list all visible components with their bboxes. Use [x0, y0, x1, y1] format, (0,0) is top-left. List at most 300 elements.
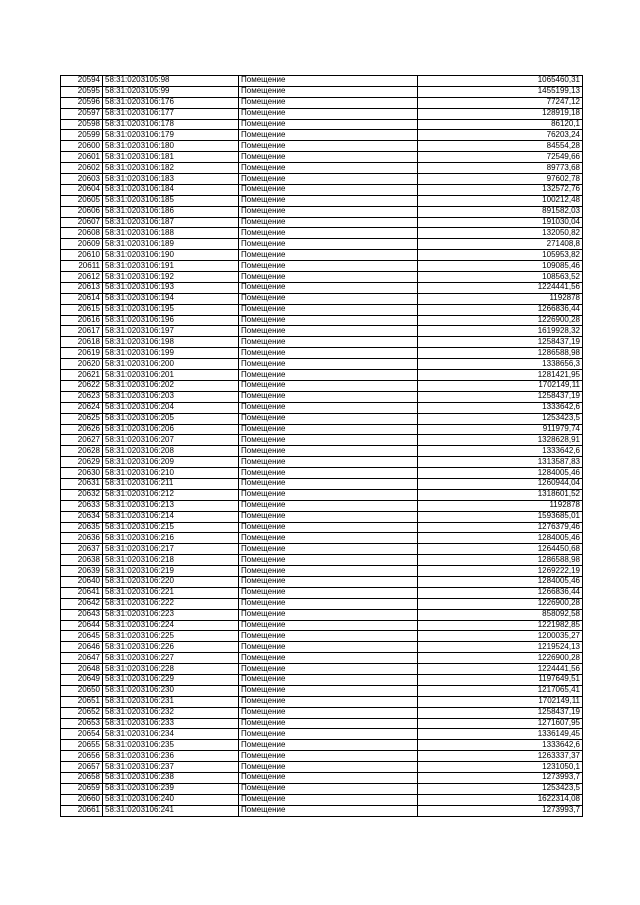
cadastral-value-cell: 1253423,5 — [418, 413, 583, 424]
object-type-cell: Помещение — [239, 435, 418, 446]
object-type-cell: Помещение — [239, 304, 418, 315]
object-type-cell: Помещение — [239, 163, 418, 174]
cadastral-number-cell: 58:31:0203106:193 — [103, 282, 239, 293]
cadastral-number-cell: 58:31:0203106:234 — [103, 729, 239, 740]
table-row — [61, 685, 583, 696]
row-number-cell: 20637 — [61, 544, 103, 555]
table-row — [61, 598, 583, 609]
row-number-cell: 20652 — [61, 707, 103, 718]
cadastral-value-cell: 1333642,6 — [418, 402, 583, 413]
table-row — [61, 751, 583, 762]
cadastral-number-cell: 58:31:0203106:180 — [103, 141, 239, 152]
object-type-cell: Помещение — [239, 315, 418, 326]
object-type-cell: Помещение — [239, 337, 418, 348]
cadastral-value-cell: 109085,46 — [418, 261, 583, 272]
cadastral-number-cell: 58:31:0203106:181 — [103, 152, 239, 163]
cadastral-value-cell: 1258437,19 — [418, 707, 583, 718]
object-type-cell: Помещение — [239, 685, 418, 696]
cadastral-number-cell: 58:31:0203106:208 — [103, 446, 239, 457]
object-type-cell: Помещение — [239, 195, 418, 206]
table-row — [61, 457, 583, 468]
row-number-cell: 20654 — [61, 729, 103, 740]
cadastral-number-cell: 58:31:0203106:177 — [103, 108, 239, 119]
cadastral-value-cell: 89773,68 — [418, 163, 583, 174]
object-type-cell: Помещение — [239, 326, 418, 337]
row-number-cell: 20646 — [61, 642, 103, 653]
cadastral-number-cell: 58:31:0203105:99 — [103, 86, 239, 97]
row-number-cell: 20627 — [61, 435, 103, 446]
cadastral-value-cell: 1318601,52 — [418, 489, 583, 500]
cadastral-value-cell: 132572,76 — [418, 184, 583, 195]
row-number-cell: 20640 — [61, 576, 103, 587]
object-type-cell: Помещение — [239, 228, 418, 239]
cadastral-value-cell: 1197649,51 — [418, 674, 583, 685]
row-number-cell: 20647 — [61, 653, 103, 664]
table-row — [61, 609, 583, 620]
cadastral-number-cell: 58:31:0203106:229 — [103, 674, 239, 685]
row-number-cell: 20619 — [61, 348, 103, 359]
cadastral-number-cell: 58:31:0203106:233 — [103, 718, 239, 729]
row-number-cell: 20595 — [61, 86, 103, 97]
table-row — [61, 272, 583, 283]
object-type-cell: Помещение — [239, 130, 418, 141]
object-type-cell: Помещение — [239, 359, 418, 370]
cadastral-value-cell: 84554,28 — [418, 141, 583, 152]
row-number-cell: 20635 — [61, 522, 103, 533]
cadastral-number-cell: 58:31:0203106:236 — [103, 751, 239, 762]
row-number-cell: 20633 — [61, 500, 103, 511]
cadastral-number-cell: 58:31:0203106:191 — [103, 261, 239, 272]
row-number-cell: 20600 — [61, 141, 103, 152]
cadastral-number-cell: 58:31:0203106:241 — [103, 805, 239, 816]
table-row — [61, 740, 583, 751]
object-type-cell: Помещение — [239, 718, 418, 729]
table-row — [61, 206, 583, 217]
row-number-cell: 20594 — [61, 76, 103, 87]
cadastral-value-cell: 1702149,11 — [418, 380, 583, 391]
cadastral-value-cell: 191030,04 — [418, 217, 583, 228]
cadastral-number-cell: 58:31:0203106:204 — [103, 402, 239, 413]
object-type-cell: Помещение — [239, 794, 418, 805]
object-type-cell: Помещение — [239, 174, 418, 185]
table-row — [61, 130, 583, 141]
row-number-cell: 20617 — [61, 326, 103, 337]
table-row — [61, 653, 583, 664]
table-row — [61, 576, 583, 587]
table-row — [61, 337, 583, 348]
row-number-cell: 20597 — [61, 108, 103, 119]
table-row — [61, 522, 583, 533]
object-type-cell: Помещение — [239, 511, 418, 522]
cadastral-value-cell: 1333642,6 — [418, 740, 583, 751]
cadastral-value-cell: 1276379,46 — [418, 522, 583, 533]
cadastral-number-cell: 58:31:0203106:227 — [103, 653, 239, 664]
row-number-cell: 20643 — [61, 609, 103, 620]
row-number-cell: 20649 — [61, 674, 103, 685]
row-number-cell: 20601 — [61, 152, 103, 163]
cadastral-value-cell: 1284005,46 — [418, 468, 583, 479]
cadastral-value-cell: 86120,1 — [418, 119, 583, 130]
object-type-cell: Помещение — [239, 468, 418, 479]
cadastral-number-cell: 58:31:0203106:194 — [103, 293, 239, 304]
cadastral-value-cell: 76203,24 — [418, 130, 583, 141]
cadastral-value-cell: 1253423,5 — [418, 783, 583, 794]
table-row — [61, 511, 583, 522]
table-row — [61, 217, 583, 228]
table-row — [61, 250, 583, 261]
object-type-cell: Помещение — [239, 609, 418, 620]
cadastral-number-cell: 58:31:0203106:213 — [103, 500, 239, 511]
cadastral-value-cell: 1269222,19 — [418, 566, 583, 577]
cadastral-value-cell: 1231050,1 — [418, 762, 583, 773]
cadastral-number-cell: 58:31:0203106:196 — [103, 315, 239, 326]
cadastral-value-cell: 1224441,56 — [418, 282, 583, 293]
object-type-cell: Помещение — [239, 108, 418, 119]
row-number-cell: 20596 — [61, 97, 103, 108]
cadastral-value-cell: 1260944,04 — [418, 478, 583, 489]
object-type-cell: Помещение — [239, 729, 418, 740]
cadastral-value-cell: 1258437,19 — [418, 391, 583, 402]
table-row — [61, 174, 583, 185]
table-row — [61, 555, 583, 566]
cadastral-value-cell: 1286588,98 — [418, 555, 583, 566]
cadastral-value-cell: 105953,82 — [418, 250, 583, 261]
row-number-cell: 20606 — [61, 206, 103, 217]
cadastral-number-cell: 58:31:0203106:182 — [103, 163, 239, 174]
cadastral-value-cell: 1065460,31 — [418, 76, 583, 87]
object-type-cell: Помещение — [239, 642, 418, 653]
object-type-cell: Помещение — [239, 664, 418, 675]
table-row — [61, 729, 583, 740]
table-row — [61, 184, 583, 195]
row-number-cell: 20621 — [61, 370, 103, 381]
cadastral-number-cell: 58:31:0203106:203 — [103, 391, 239, 402]
cadastral-value-cell: 100212,48 — [418, 195, 583, 206]
row-number-cell: 20599 — [61, 130, 103, 141]
row-number-cell: 20644 — [61, 620, 103, 631]
object-type-cell: Помещение — [239, 489, 418, 500]
object-type-cell: Помещение — [239, 76, 418, 87]
row-number-cell: 20639 — [61, 566, 103, 577]
table-row — [61, 664, 583, 675]
cadastral-number-cell: 58:31:0203106:198 — [103, 337, 239, 348]
cadastral-number-cell: 58:31:0203106:217 — [103, 544, 239, 555]
cadastral-value-cell: 1258437,19 — [418, 337, 583, 348]
row-number-cell: 20642 — [61, 598, 103, 609]
cadastral-number-cell: 58:31:0203106:238 — [103, 773, 239, 784]
cadastral-number-cell: 58:31:0203106:184 — [103, 184, 239, 195]
cadastral-value-cell: 72549,66 — [418, 152, 583, 163]
table-row — [61, 304, 583, 315]
row-number-cell: 20624 — [61, 402, 103, 413]
object-type-cell: Помещение — [239, 631, 418, 642]
object-type-cell: Помещение — [239, 751, 418, 762]
cadastral-value-cell: 108563,52 — [418, 272, 583, 283]
table-row — [61, 805, 583, 816]
table-row — [61, 108, 583, 119]
object-type-cell: Помещение — [239, 544, 418, 555]
row-number-cell: 20620 — [61, 359, 103, 370]
cadastral-number-cell: 58:31:0203106:210 — [103, 468, 239, 479]
row-number-cell: 20602 — [61, 163, 103, 174]
object-type-cell: Помещение — [239, 380, 418, 391]
object-type-cell: Помещение — [239, 206, 418, 217]
row-number-cell: 20618 — [61, 337, 103, 348]
object-type-cell: Помещение — [239, 424, 418, 435]
object-type-cell: Помещение — [239, 674, 418, 685]
object-type-cell: Помещение — [239, 184, 418, 195]
table-row — [61, 315, 583, 326]
cadastral-value-cell: 1284005,46 — [418, 533, 583, 544]
table-row — [61, 446, 583, 457]
cadastral-number-cell: 58:31:0203106:207 — [103, 435, 239, 446]
cadastral-value-cell: 1333642,6 — [418, 446, 583, 457]
table-row — [61, 326, 583, 337]
cadastral-number-cell: 58:31:0203106:176 — [103, 97, 239, 108]
table-row — [61, 391, 583, 402]
cadastral-value-cell: 1224441,56 — [418, 664, 583, 675]
table-row — [61, 435, 583, 446]
table-row — [61, 773, 583, 784]
cadastral-value-cell: 1593685,01 — [418, 511, 583, 522]
object-type-cell: Помещение — [239, 576, 418, 587]
cadastral-number-cell: 58:31:0203106:197 — [103, 326, 239, 337]
cadastral-number-cell: 58:31:0203106:199 — [103, 348, 239, 359]
object-type-cell: Помещение — [239, 533, 418, 544]
cadastral-number-cell: 58:31:0203106:218 — [103, 555, 239, 566]
object-type-cell: Помещение — [239, 762, 418, 773]
table-row — [61, 152, 583, 163]
row-number-cell: 20608 — [61, 228, 103, 239]
cadastral-number-cell: 58:31:0203105:98 — [103, 76, 239, 87]
cadastral-number-cell: 58:31:0203106:216 — [103, 533, 239, 544]
object-type-cell: Помещение — [239, 282, 418, 293]
object-type-cell: Помещение — [239, 555, 418, 566]
cadastral-value-cell: 1266836,44 — [418, 304, 583, 315]
cadastral-number-cell: 58:31:0203106:209 — [103, 457, 239, 468]
row-number-cell: 20651 — [61, 696, 103, 707]
row-number-cell: 20631 — [61, 478, 103, 489]
cadastral-value-cell: 1217065,41 — [418, 685, 583, 696]
row-number-cell: 20632 — [61, 489, 103, 500]
cadastral-number-cell: 58:31:0203106:200 — [103, 359, 239, 370]
row-number-cell: 20656 — [61, 751, 103, 762]
cadastral-value-cell: 1622314,08 — [418, 794, 583, 805]
cadastral-number-cell: 58:31:0203106:195 — [103, 304, 239, 315]
cadastral-value-cell: 1284005,46 — [418, 576, 583, 587]
table-row — [61, 468, 583, 479]
table-row — [61, 674, 583, 685]
row-number-cell: 20655 — [61, 740, 103, 751]
table-row — [61, 533, 583, 544]
row-number-cell: 20658 — [61, 773, 103, 784]
table-row — [61, 642, 583, 653]
row-number-cell: 20657 — [61, 762, 103, 773]
cadastral-number-cell: 58:31:0203106:228 — [103, 664, 239, 675]
cadastral-value-cell: 1264450,68 — [418, 544, 583, 555]
cadastral-value-cell: 1221982,85 — [418, 620, 583, 631]
cadastral-value-cell: 1702149,11 — [418, 696, 583, 707]
row-number-cell: 20614 — [61, 293, 103, 304]
cadastral-value-cell: 1271607,95 — [418, 718, 583, 729]
cadastral-number-cell: 58:31:0203106:183 — [103, 174, 239, 185]
table-row — [61, 696, 583, 707]
cadastral-value-cell: 128919,18 — [418, 108, 583, 119]
object-type-cell: Помещение — [239, 500, 418, 511]
cadastral-number-cell: 58:31:0203106:226 — [103, 642, 239, 653]
object-type-cell: Помещение — [239, 217, 418, 228]
cadastral-number-cell: 58:31:0203106:240 — [103, 794, 239, 805]
cadastral-number-cell: 58:31:0203106:202 — [103, 380, 239, 391]
cadastral-value-cell: 1336149,45 — [418, 729, 583, 740]
table-row — [61, 783, 583, 794]
cadastral-value-cell: 911979,74 — [418, 424, 583, 435]
cadastral-value-cell: 1328628,91 — [418, 435, 583, 446]
row-number-cell: 20616 — [61, 315, 103, 326]
row-number-cell: 20650 — [61, 685, 103, 696]
cadastral-value-cell: 1338656,3 — [418, 359, 583, 370]
cadastral-number-cell: 58:31:0203106:190 — [103, 250, 239, 261]
row-number-cell: 20630 — [61, 468, 103, 479]
cadastral-value-cell: 891582,03 — [418, 206, 583, 217]
object-type-cell: Помещение — [239, 587, 418, 598]
table-row — [61, 587, 583, 598]
table-row — [61, 424, 583, 435]
object-type-cell: Помещение — [239, 598, 418, 609]
cadastral-number-cell: 58:31:0203106:211 — [103, 478, 239, 489]
table-row — [61, 478, 583, 489]
cadastral-value-cell: 97602,78 — [418, 174, 583, 185]
cadastral-number-cell: 58:31:0203106:222 — [103, 598, 239, 609]
row-number-cell: 20623 — [61, 391, 103, 402]
row-number-cell: 20625 — [61, 413, 103, 424]
cadastral-number-cell: 58:31:0203106:230 — [103, 685, 239, 696]
row-number-cell: 20645 — [61, 631, 103, 642]
table-row — [61, 489, 583, 500]
cadastral-number-cell: 58:31:0203106:188 — [103, 228, 239, 239]
cadastral-value-table — [60, 75, 583, 817]
cadastral-number-cell: 58:31:0203106:212 — [103, 489, 239, 500]
object-type-cell: Помещение — [239, 402, 418, 413]
table-row — [61, 239, 583, 250]
cadastral-number-cell: 58:31:0203106:206 — [103, 424, 239, 435]
object-type-cell: Помещение — [239, 119, 418, 130]
object-type-cell: Помещение — [239, 740, 418, 751]
row-number-cell: 20660 — [61, 794, 103, 805]
table-row — [61, 370, 583, 381]
table-row — [61, 97, 583, 108]
table-row — [61, 402, 583, 413]
object-type-cell: Помещение — [239, 370, 418, 381]
cadastral-value-cell: 1219524,13 — [418, 642, 583, 653]
table-row — [61, 718, 583, 729]
table-row — [61, 413, 583, 424]
row-number-cell: 20598 — [61, 119, 103, 130]
table-row — [61, 544, 583, 555]
row-number-cell: 20609 — [61, 239, 103, 250]
row-number-cell: 20626 — [61, 424, 103, 435]
row-number-cell: 20607 — [61, 217, 103, 228]
cadastral-number-cell: 58:31:0203106:205 — [103, 413, 239, 424]
table-row — [61, 76, 583, 87]
cadastral-number-cell: 58:31:0203106:214 — [103, 511, 239, 522]
row-number-cell: 20634 — [61, 511, 103, 522]
table-row — [61, 794, 583, 805]
row-number-cell: 20622 — [61, 380, 103, 391]
cadastral-value-cell: 1200035,27 — [418, 631, 583, 642]
object-type-cell: Помещение — [239, 620, 418, 631]
row-number-cell: 20613 — [61, 282, 103, 293]
object-type-cell: Помещение — [239, 97, 418, 108]
object-type-cell: Помещение — [239, 141, 418, 152]
cadastral-number-cell: 58:31:0203106:220 — [103, 576, 239, 587]
table-row — [61, 348, 583, 359]
cadastral-value-cell: 1619928,32 — [418, 326, 583, 337]
row-number-cell: 20653 — [61, 718, 103, 729]
object-type-cell: Помещение — [239, 250, 418, 261]
object-type-cell: Помещение — [239, 239, 418, 250]
table-row — [61, 500, 583, 511]
row-number-cell: 20638 — [61, 555, 103, 566]
cadastral-number-cell: 58:31:0203106:192 — [103, 272, 239, 283]
object-type-cell: Помещение — [239, 413, 418, 424]
table-row — [61, 762, 583, 773]
object-type-cell: Помещение — [239, 478, 418, 489]
row-number-cell: 20603 — [61, 174, 103, 185]
table-row — [61, 359, 583, 370]
cadastral-number-cell: 58:31:0203106:185 — [103, 195, 239, 206]
table-row — [61, 566, 583, 577]
row-number-cell: 20628 — [61, 446, 103, 457]
object-type-cell: Помещение — [239, 348, 418, 359]
cadastral-number-cell: 58:31:0203106:235 — [103, 740, 239, 751]
object-type-cell: Помещение — [239, 293, 418, 304]
cadastral-number-cell: 58:31:0203106:189 — [103, 239, 239, 250]
cadastral-number-cell: 58:31:0203106:179 — [103, 130, 239, 141]
cadastral-value-cell: 1455199,13 — [418, 86, 583, 97]
table-row — [61, 228, 583, 239]
cadastral-number-cell: 58:31:0203106:239 — [103, 783, 239, 794]
object-type-cell: Помещение — [239, 446, 418, 457]
cadastral-value-cell: 1286588,98 — [418, 348, 583, 359]
row-number-cell: 20604 — [61, 184, 103, 195]
cadastral-value-cell: 1226900,28 — [418, 598, 583, 609]
table-row — [61, 707, 583, 718]
cadastral-number-cell: 58:31:0203106:232 — [103, 707, 239, 718]
table-row — [61, 293, 583, 304]
cadastral-number-cell: 58:31:0203106:219 — [103, 566, 239, 577]
object-type-cell: Помещение — [239, 805, 418, 816]
row-number-cell: 20661 — [61, 805, 103, 816]
cadastral-number-cell: 58:31:0203106:186 — [103, 206, 239, 217]
cadastral-value-cell: 1192878 — [418, 500, 583, 511]
cadastral-value-cell: 1226900,28 — [418, 315, 583, 326]
table-row — [61, 620, 583, 631]
row-number-cell: 20605 — [61, 195, 103, 206]
row-number-cell: 20641 — [61, 587, 103, 598]
cadastral-value-cell: 1263337,37 — [418, 751, 583, 762]
object-type-cell: Помещение — [239, 783, 418, 794]
row-number-cell: 20659 — [61, 783, 103, 794]
cadastral-number-cell: 58:31:0203106:223 — [103, 609, 239, 620]
row-number-cell: 20612 — [61, 272, 103, 283]
object-type-cell: Помещение — [239, 696, 418, 707]
cadastral-value-cell: 132050,82 — [418, 228, 583, 239]
cadastral-number-cell: 58:31:0203106:237 — [103, 762, 239, 773]
table-row — [61, 195, 583, 206]
row-number-cell: 20610 — [61, 250, 103, 261]
table-row — [61, 380, 583, 391]
